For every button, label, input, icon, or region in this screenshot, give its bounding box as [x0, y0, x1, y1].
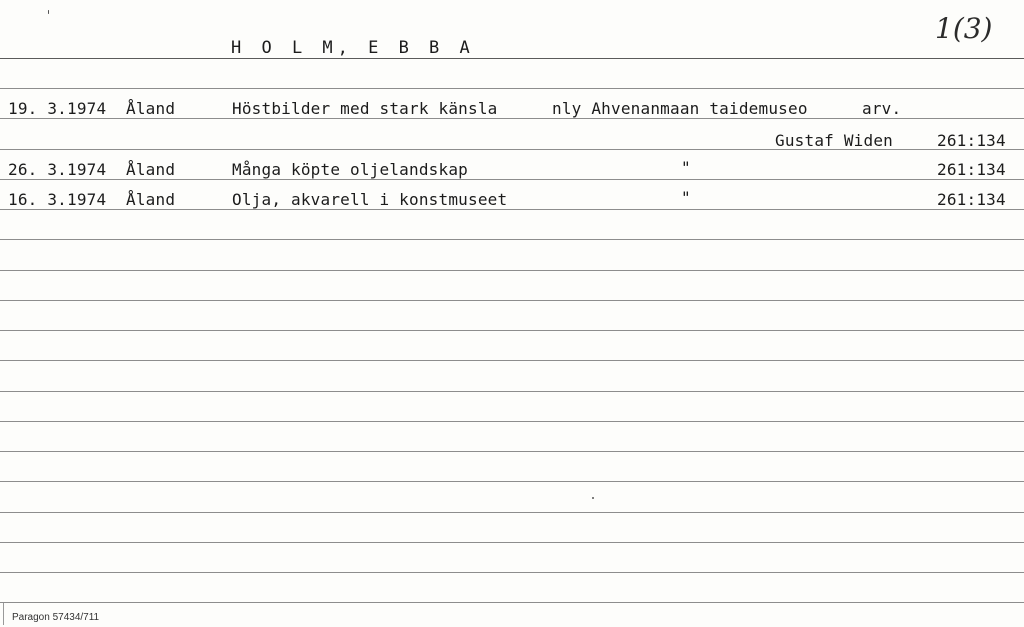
ruled-line — [0, 118, 1024, 119]
entry-title: Höstbilder med stark känsla — [232, 99, 498, 118]
entry-date: 26. 3.1974 — [8, 160, 107, 179]
ruled-line — [0, 421, 1024, 422]
page-number-mark: 1(3) — [935, 12, 993, 45]
paper-speck — [592, 497, 594, 499]
ruled-line — [0, 512, 1024, 513]
entry-note: arv. — [862, 99, 902, 118]
entry-date: 16. 3.1974 — [8, 190, 107, 209]
entry-place: Åland — [126, 99, 176, 118]
header-rule — [0, 58, 1024, 59]
entry-source: nly Ahvenanmaan taidemuseo — [552, 99, 808, 118]
ruled-line — [0, 360, 1024, 361]
entry-place: Åland — [126, 160, 176, 179]
ruled-line — [0, 239, 1024, 240]
ruled-line — [0, 451, 1024, 452]
card-printer-footer: Paragon 57434/711 — [12, 612, 100, 623]
ruled-line — [0, 481, 1024, 482]
ruled-line — [0, 542, 1024, 543]
ruled-line — [0, 88, 1024, 89]
ruled-line — [0, 179, 1024, 180]
entry-place: Åland — [126, 190, 176, 209]
ruled-line — [0, 209, 1024, 210]
entry-reference: 261:134 — [937, 131, 1006, 150]
entry-reference: 261:134 — [937, 160, 1006, 179]
ruled-line — [0, 330, 1024, 331]
entry-date: 19. 3.1974 — [8, 99, 107, 118]
entry-title: Olja, akvarell i konstmuseet — [232, 190, 508, 209]
ruled-line — [0, 270, 1024, 271]
ditto-mark: " — [681, 158, 691, 177]
ruled-line — [0, 391, 1024, 392]
entry-author: Gustaf Widen — [775, 131, 893, 150]
ruled-line — [0, 572, 1024, 573]
ditto-mark: " — [681, 188, 691, 207]
ruled-line — [0, 300, 1024, 301]
person-name-heading: H O L M, E B B A — [231, 38, 475, 58]
entry-title: Många köpte oljelandskap — [232, 160, 468, 179]
entry-reference: 261:134 — [937, 190, 1006, 209]
card-edge-mark — [3, 603, 4, 625]
paper-speck — [48, 10, 49, 14]
ruled-line — [0, 602, 1024, 603]
